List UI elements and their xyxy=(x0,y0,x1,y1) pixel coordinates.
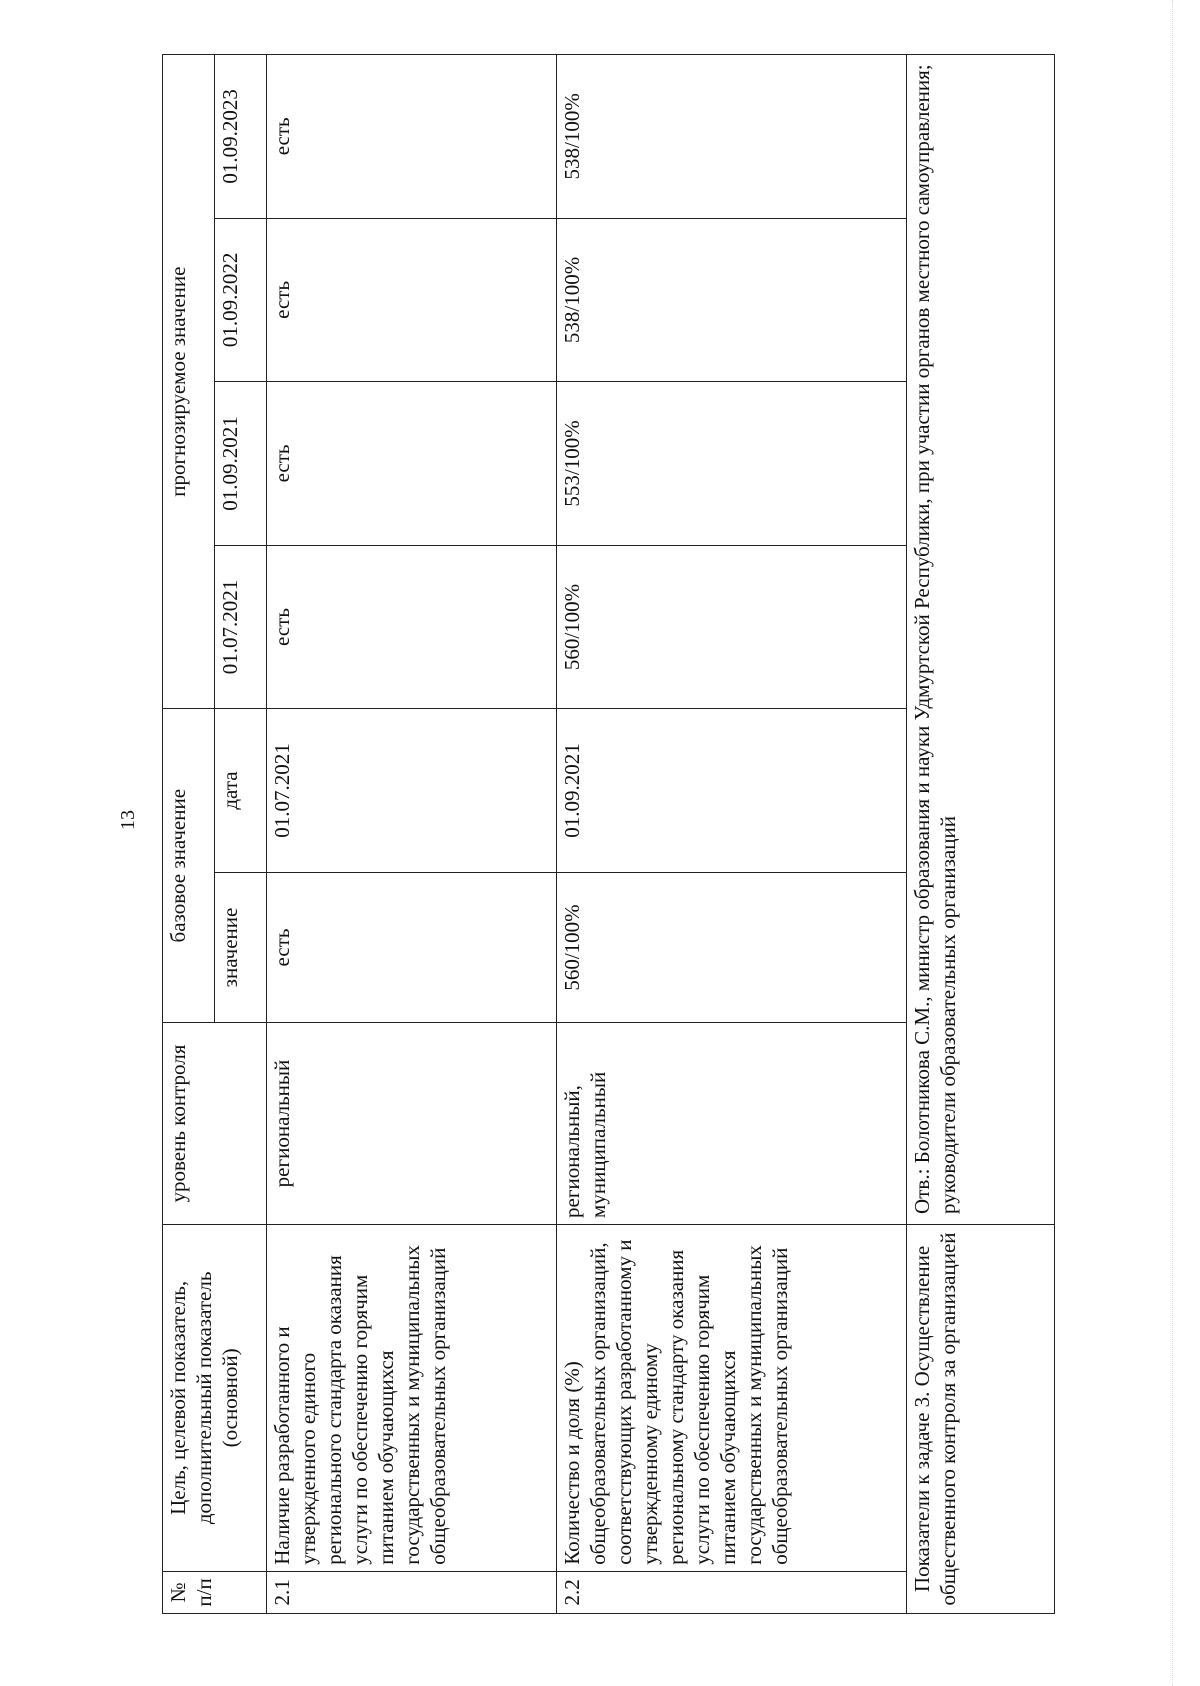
row-goal: Количество и доля (%) общеобразовательных организаций, соответствующих разработанному и утвержденному единому региональному стандарту оказания услуги по обеспечению горячим питанием обучающихся государственных и муниципальных общеобразовательных организаций xyxy=(557,1224,907,1571)
header-base-sub-date: дата xyxy=(215,709,267,873)
indicators-table xyxy=(162,54,1055,1614)
row-num: 2.2 xyxy=(557,1571,907,1613)
section-responsible: Отв.: Болотникова С.М., министр образования и науки Удмуртской Республики, при участии органов местного самоуправления; руководители образовательных организаций xyxy=(907,55,1055,1225)
section-row xyxy=(907,55,1055,1614)
row-base-date: 01.07.2021 xyxy=(267,709,557,873)
header-base-sub-value: значение xyxy=(215,872,267,1022)
header-control-level: уровень контроля xyxy=(163,1023,267,1225)
row-forecast-value: 538/100% xyxy=(557,218,907,382)
row-control-level: региональный, муниципальный xyxy=(557,1023,907,1225)
header-forecast-date: 01.07.2021 xyxy=(215,545,267,709)
row-forecast-value: есть xyxy=(267,55,557,219)
header-forecast-date: 01.09.2022 xyxy=(215,218,267,382)
row-forecast-value: 538/100% xyxy=(557,55,907,219)
page-number: 13 xyxy=(117,810,139,830)
table-row xyxy=(557,55,907,1614)
row-forecast-value: есть xyxy=(267,545,557,709)
row-base-value: 560/100% xyxy=(557,872,907,1022)
header-forecast-date: 01.09.2021 xyxy=(215,382,267,546)
row-num: 2.1 xyxy=(267,1571,557,1613)
row-base-date: 01.09.2021 xyxy=(557,709,907,873)
row-forecast-value: 560/100% xyxy=(557,545,907,709)
header-goal: Цель, целевой показатель, дополнительный показатель (основной) xyxy=(163,1224,267,1571)
header-forecast-date: 01.09.2023 xyxy=(215,55,267,219)
row-forecast-value: 553/100% xyxy=(557,382,907,546)
row-control-level: региональный xyxy=(267,1023,557,1225)
scan-edge-line xyxy=(1172,0,1174,1686)
table-row xyxy=(267,55,557,1614)
row-forecast-value: есть xyxy=(267,382,557,546)
row-goal: Наличие разработанного и утвержденного единого регионального стандарта оказания услуги по обеспечению горячим питанием обучающихся государственных и муниципальных общеобразовательных организаций xyxy=(267,1224,557,1571)
rotated-table-container xyxy=(162,54,1055,1614)
header-base-value: базовое значение xyxy=(163,709,215,1023)
header-num: № п/п xyxy=(163,1571,267,1613)
header-forecast: прогнозируемое значение xyxy=(163,55,215,709)
row-base-value: есть xyxy=(267,872,557,1022)
row-forecast-value: есть xyxy=(267,218,557,382)
section-title: Показатели к задаче 3. Осуществление общественного контроля за организацией xyxy=(907,1224,1055,1613)
